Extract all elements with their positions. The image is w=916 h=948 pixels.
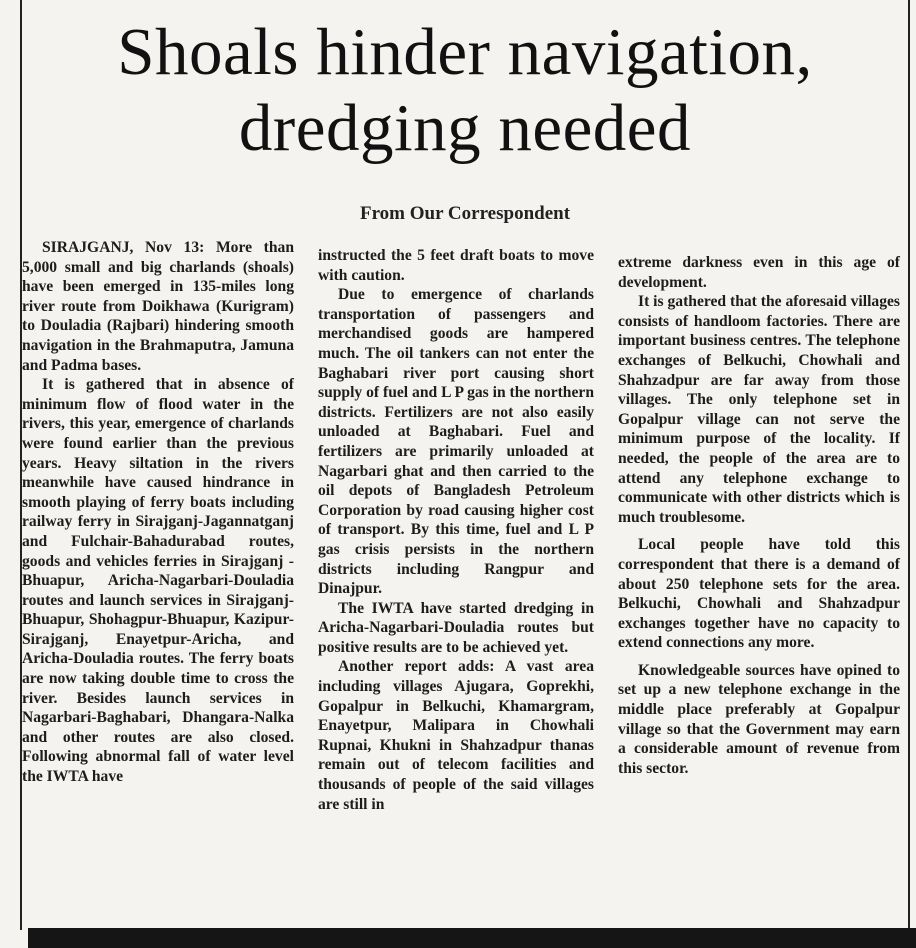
- paragraph: Local people have told this correspondent that there is a demand of about 250 telephone sets for the area. Belkuchi, Chowhali and Shahzadpur exchanges together have no capacity to extend connections any more.: [618, 536, 900, 652]
- article-column-3: [618, 253, 900, 778]
- paragraph: Another report adds: A vast area including villages Ajugara, Goprekhi, Gopalpur in Belkuchi, Khamargram, Enayetpur, Malipara in Chowhali Rupnai, Khukni in Shahzadpur thanas remain out of telecom facilities and thousands of people of the said villages are still in: [318, 658, 594, 813]
- headline: Shoals hinder navigation, dredging needed: [117, 15, 813, 165]
- column-rule-right: [908, 0, 910, 930]
- next-article-strip: [28, 928, 916, 948]
- paragraph: SIRAJGANJ, Nov 13: More than 5,000 small and big charlands (shoals) have been emerged in 135-miles long river route from Doikhawa (Kurigram) to Douladia (Rajbari) hindering smooth navigation in the Brahmaputra, Jamuna and Padma bases.: [22, 239, 294, 374]
- paragraph: It is gathered that in absence of minimum flow of flood water in the rivers, this year, emergence of charlands were found earlier than the previous years. Heavy siltation in the rivers meanwhile have caused hindrance in smooth playing of ferry boats including railway ferry in Sirajganj-Jagannatganj and Fulchair-Bahadurabad routes, goods and vehicles ferries in Sirajganj - Bhuapur, Aricha-Nagarbari-Douladia routes and launch services in Sirajganj-Bhuapur, Shohagpur-Bhuapur, Kazipur-Sirajganj, Enayetpur-Aricha, and Aricha-Douladia routes. The ferry boats are now taking double time to cross the river. Besides launch services in Nagarbari-Baghabari, Dhangara-Nalka and other routes are also closed. Following abnormal fall of water level the IWTA have: [22, 376, 294, 786]
- paragraph: Knowledgeable sources have opined to set up a new telephone exchange in the middle place preferably at Gopalpur village so that the Government may earn a considerable amount of revenue from this sector.: [618, 661, 900, 777]
- paragraph: The IWTA have started dredging in Aricha-Nagarbari-Douladia routes but positive results are to be achieved yet.: [318, 599, 594, 656]
- paragraph: Due to emergence of charlands transportation of passengers and merchandised goods are hampered much. The oil tankers can not enter the Baghabari river port causing short supply of fuel and L P gas in the northern districts. Fertilizers are not also easily unloaded at Baghabari. Fuel and fertilizers are primarily unloaded at Nagarbari ghat and then carried to the oil depots of Bangladesh Petroleum Corporation by road causing higher cost of transport. By this time, fuel and L P gas crisis persists in the northern districts including Rangpur and Dinajpur.: [318, 286, 594, 598]
- byline: From Our Correspondent: [359, 203, 571, 224]
- article-column-1: [22, 238, 294, 787]
- paragraph: instructed the 5 feet draft boats to move with caution.: [318, 247, 594, 284]
- paragraph: extreme darkness even in this age of development.: [618, 254, 900, 291]
- article-column-2: [318, 246, 594, 814]
- paragraph: It is gathered that the aforesaid villages consists of handloom factories. There are important business centres. The telephone exchanges of Belkuchi, Chowhali and Shahzadpur are far away from those villages. The only telephone set in Gopalpur village can not serve the minimum purpose of the locality. If needed, the people of the area are to attend any telephone exchange to communicate with other districts which is much troublesome.: [618, 293, 900, 526]
